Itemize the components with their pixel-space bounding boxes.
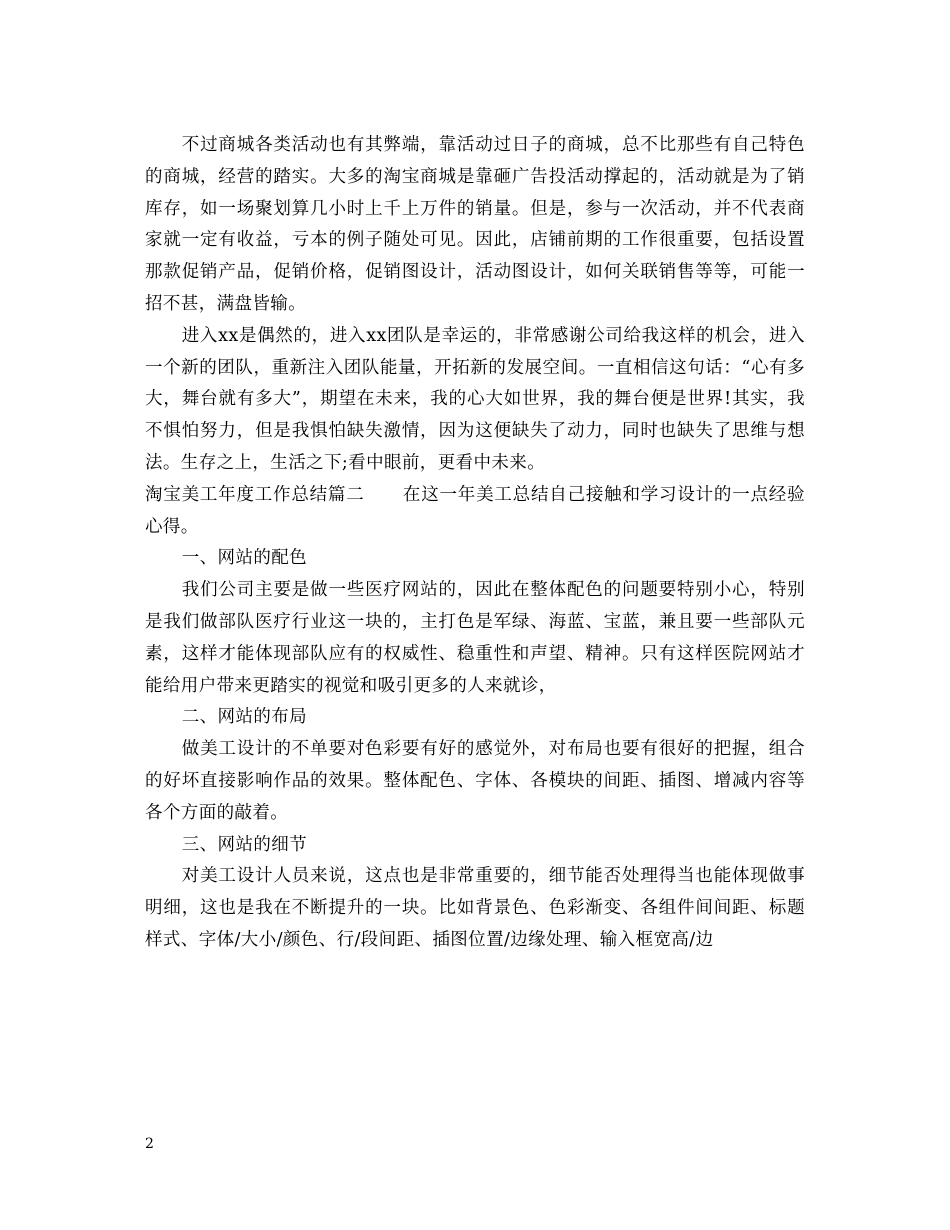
heading-details: 三、网站的细节	[181, 834, 308, 855]
paragraph-color-scheme: 我们公司主要是做一些医疗网站的，因此在整体配色的问题要特别小心，特别是我们做部队医疗行业这一块的，主打色是军绿、海蓝、宝蓝，兼且要一些部队元素，这样才能体现部队应有的权威性、稳重性和声望、精神。只有这样医院网站才能给用户带来更踏实的视觉和吸引更多的人来就诊，	[145, 580, 805, 696]
section-title: 淘宝美工年度工作总结篇二	[145, 484, 365, 505]
section-title-line	[145, 480, 805, 544]
section-intro: 在这一年美工总结自己接触和学习设计的一点经验心得。	[145, 484, 805, 537]
page-number: 2	[145, 1136, 154, 1152]
document-body	[145, 130, 805, 957]
paragraph-details: 对美工设计人员来说，这点也是非常重要的，细节能否处理得当也能体现做事明细，这也是我在不断提升的一块。比如背景色、色彩渐变、各组件间间距、标题样式、字体/大小/颜色、行/段间距、插图位置/边缘处理、输入框宽高/边	[145, 866, 805, 950]
paragraph-activities: 不过商城各类活动也有其弊端，靠活动过日子的商城，总不比那些有自己特色的商城，经营的踏实。大多的淘宝商城是靠砸广告投活动撑起的，活动就是为了销库存，如一场聚划算几小时上千上万件的销量。但是，参与一次活动，并不代表商家就一定有收益，亏本的例子随处可见。因此，店铺前期的工作很重要，包括设置那款促销产品，促销价格，促销图设计，活动图设计，如何关联销售等等，可能一招不甚，满盘皆输。	[145, 135, 805, 314]
paragraph-joining-team: 进入xx是偶然的，进入xx团队是幸运的，非常感谢公司给我这样的机会，进入一个新的团队，重新注入团队能量，开拓新的发展空间。一直相信这句话：“心有多大，舞台就有多大”，期望在未来，我的心大如世界，我的舞台便是世界!其实，我不惧怕努力，但是我惧怕缺失激情，因为这便缺失了动力，同时也缺失了思维与想法。生存之上，生活之下;看中眼前，更看中未来。	[145, 325, 805, 473]
heading-color-scheme: 一、网站的配色	[181, 548, 308, 569]
heading-layout: 二、网站的布局	[181, 707, 308, 728]
paragraph-layout: 做美工设计的不单要对色彩要有好的感觉外，对布局也要有很好的把握，组合的好坏直接影响作品的效果。整体配色、字体、各模块的间距、插图、增减内容等各个方面的敲着。	[145, 739, 805, 823]
